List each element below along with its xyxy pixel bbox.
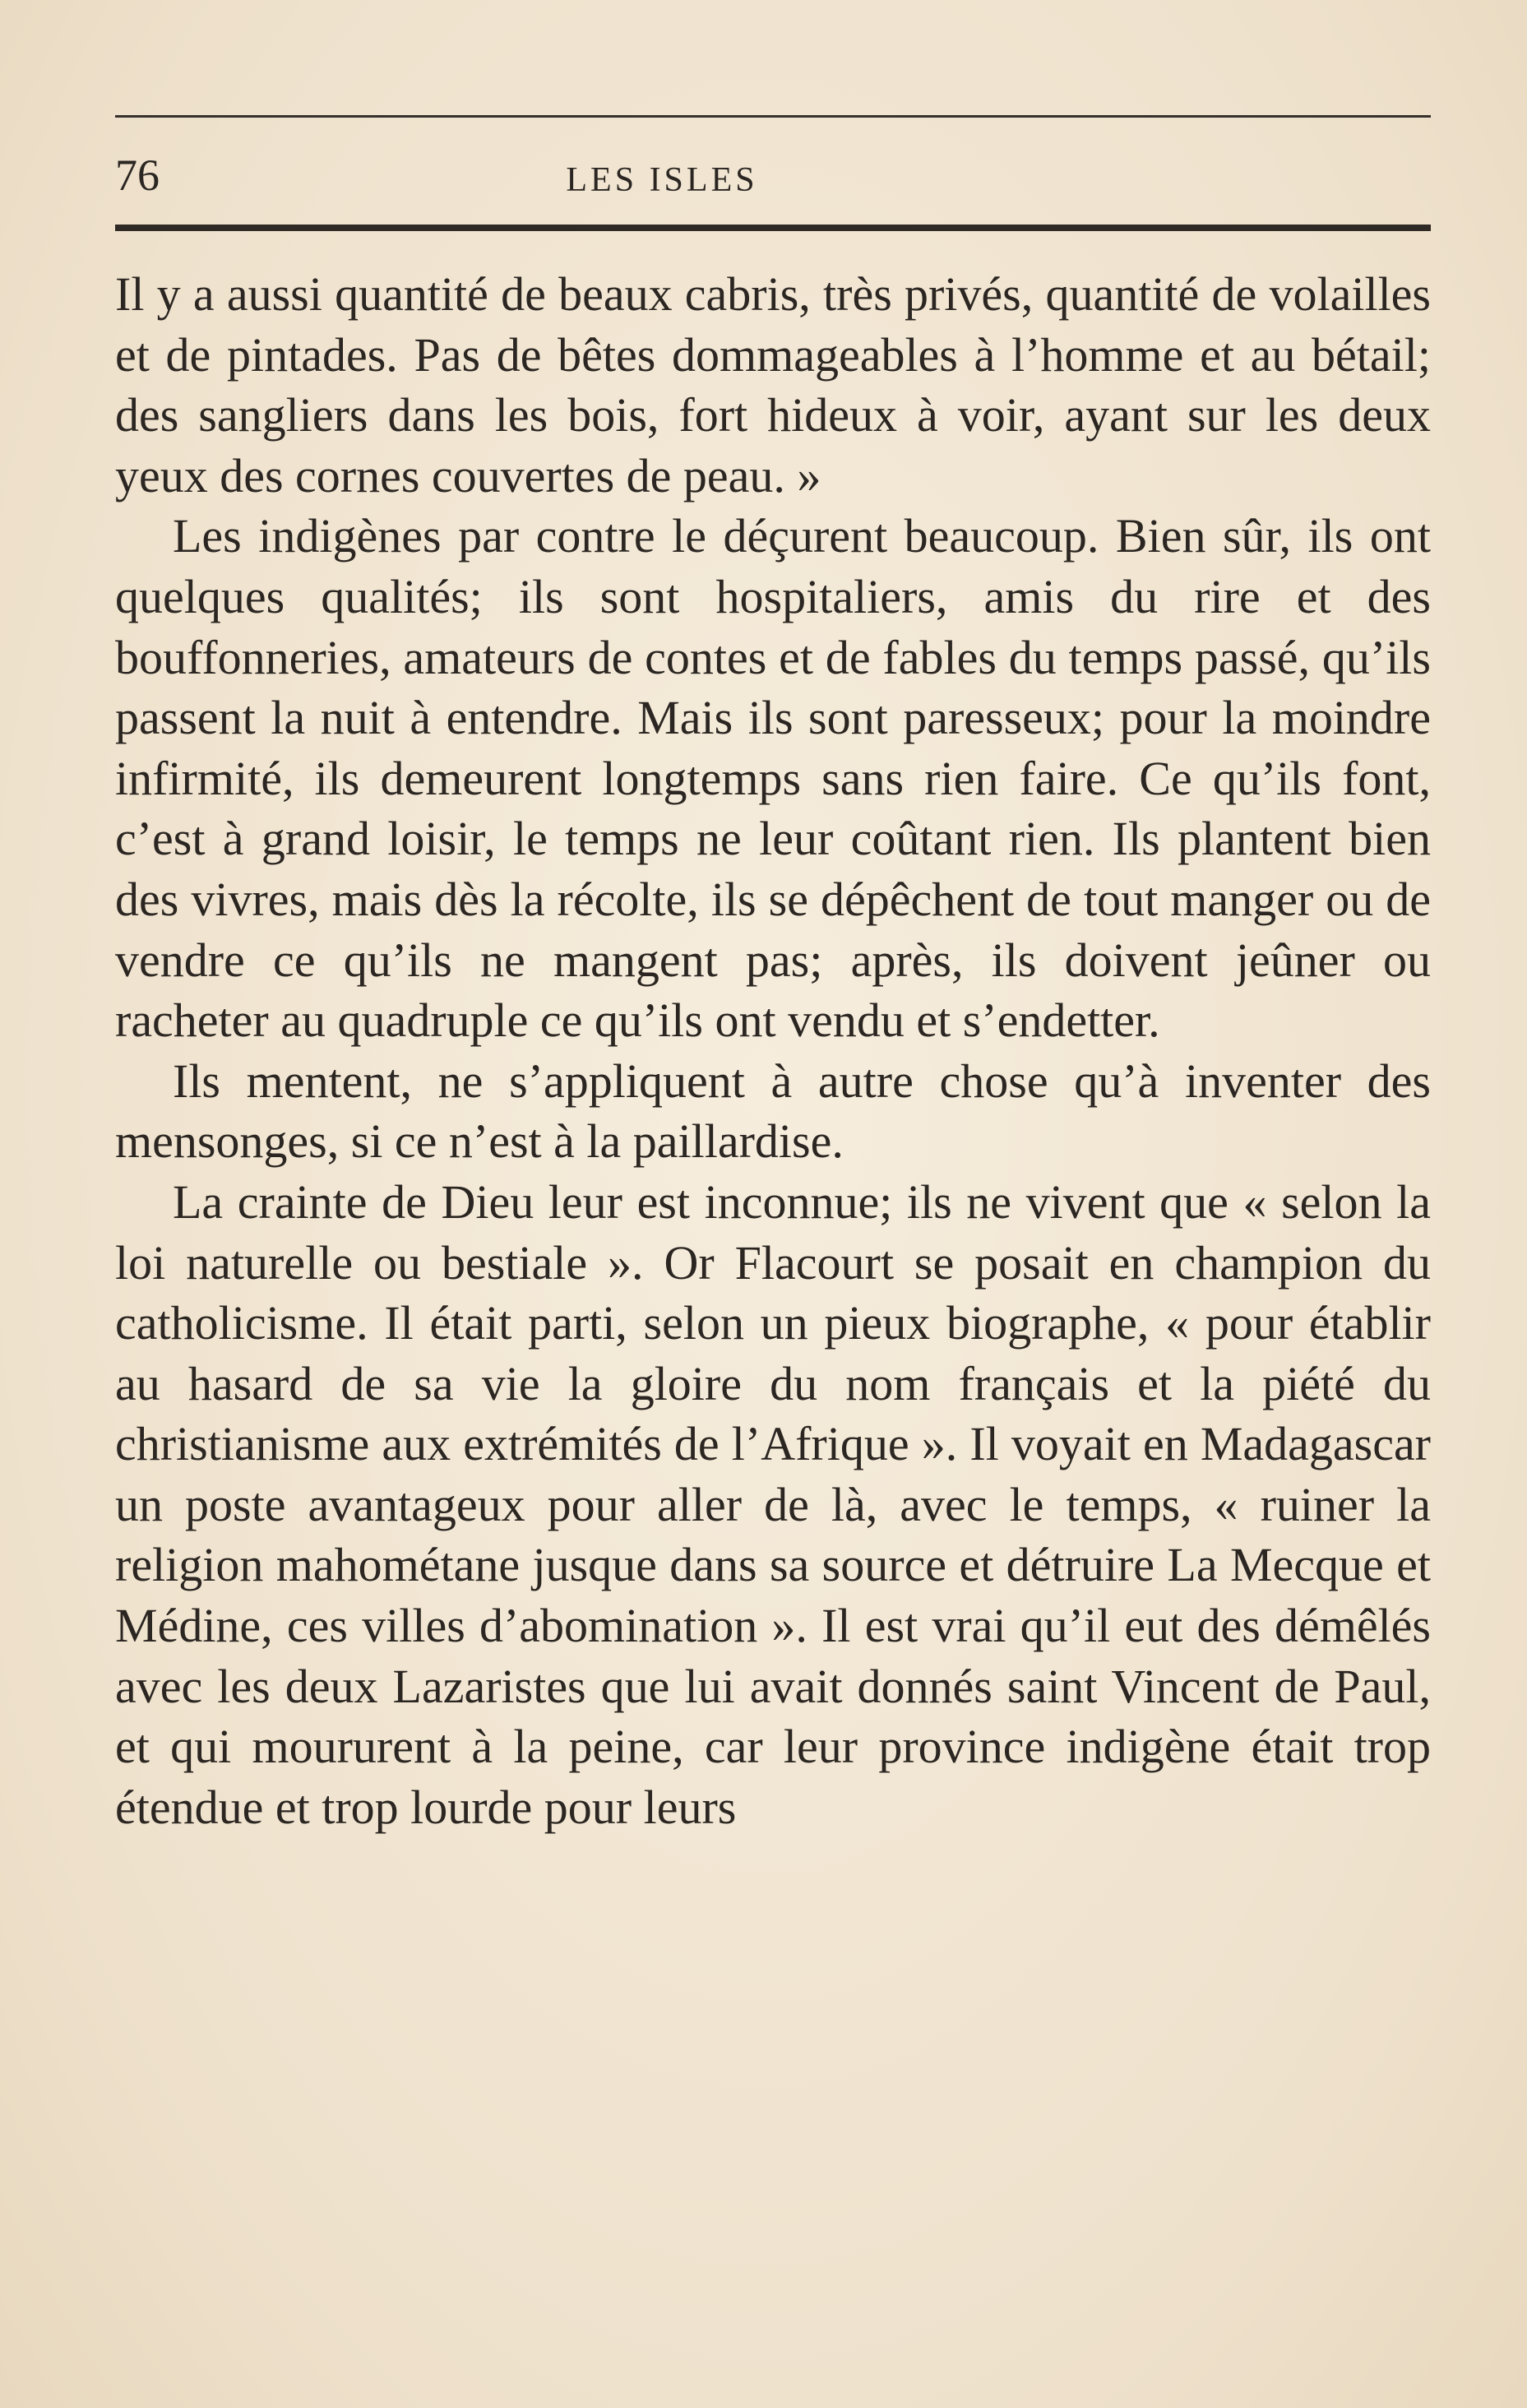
running-header (115, 118, 1431, 225)
paragraph: Les indigènes par contre le déçurent beaucoup. Bien sûr, ils ont quelques qualités; ils sont hospitaliers, amis du rire et des bouffonneries, amateurs de contes et de fables du temps passé, qu’ils passent la nuit à entendre. Mais ils sont paresseux; pour la moindre infirmité, ils demeurent longtemps sans rien faire. Ce qu’ils font, c’est à grand loisir, le temps ne leur coûtant rien. Ils plantent bien des vivres, mais dès la récolte, ils se dépêchent de tout manger ou de vendre ce qu’ils ne mangent pas; après, ils doivent jeûner ou racheter au quadruple ce qu’ils ont vendu et s’endetter. (115, 509, 1431, 1048)
paragraph: La crainte de Dieu leur est inconnue; ils ne vivent que « selon la loi naturelle ou bestiale ». Or Flacourt se posait en champion du catholicisme. Il était parti, selon un pieux biographe, « pour établir au hasard de sa vie la gloire du nom français et la piété du christianisme aux extrémités de l’Afrique ». Il voyait en Madagascar un poste avantageux pour aller de là, avec le temps, « ruiner la religion mahométane jusque dans sa source et détruire La Mecque et Médine, ces villes d’abomination ». Il est vrai qu’il eut des démêlés avec les deux Lazaristes que lui avait donnés saint Vincent de Paul, et qui moururent à la peine, car leur province indigène était trop étendue et trop lourde pour leurs (115, 1174, 1431, 1834)
page-number: 76 (115, 150, 160, 200)
body-text (115, 264, 1431, 1837)
running-title: LES ISLES (566, 161, 758, 199)
header-bottom-rule (115, 225, 1431, 231)
book-page (115, 115, 1431, 1837)
paragraph: Il y a aussi quantité de beaux cabris, très privés, quantité de volailles et de pintades. Pas de bêtes dommageables à l’homme et au bétail; des sangliers dans les bois, fort hideux à voir, ayant sur les deux yeux des cornes couvertes de peau. » (115, 267, 1431, 502)
paragraph: Ils mentent, ne s’appliquent à autre chose qu’à inventer des mensonges, si ce n’est à la paillardise. (115, 1054, 1431, 1169)
